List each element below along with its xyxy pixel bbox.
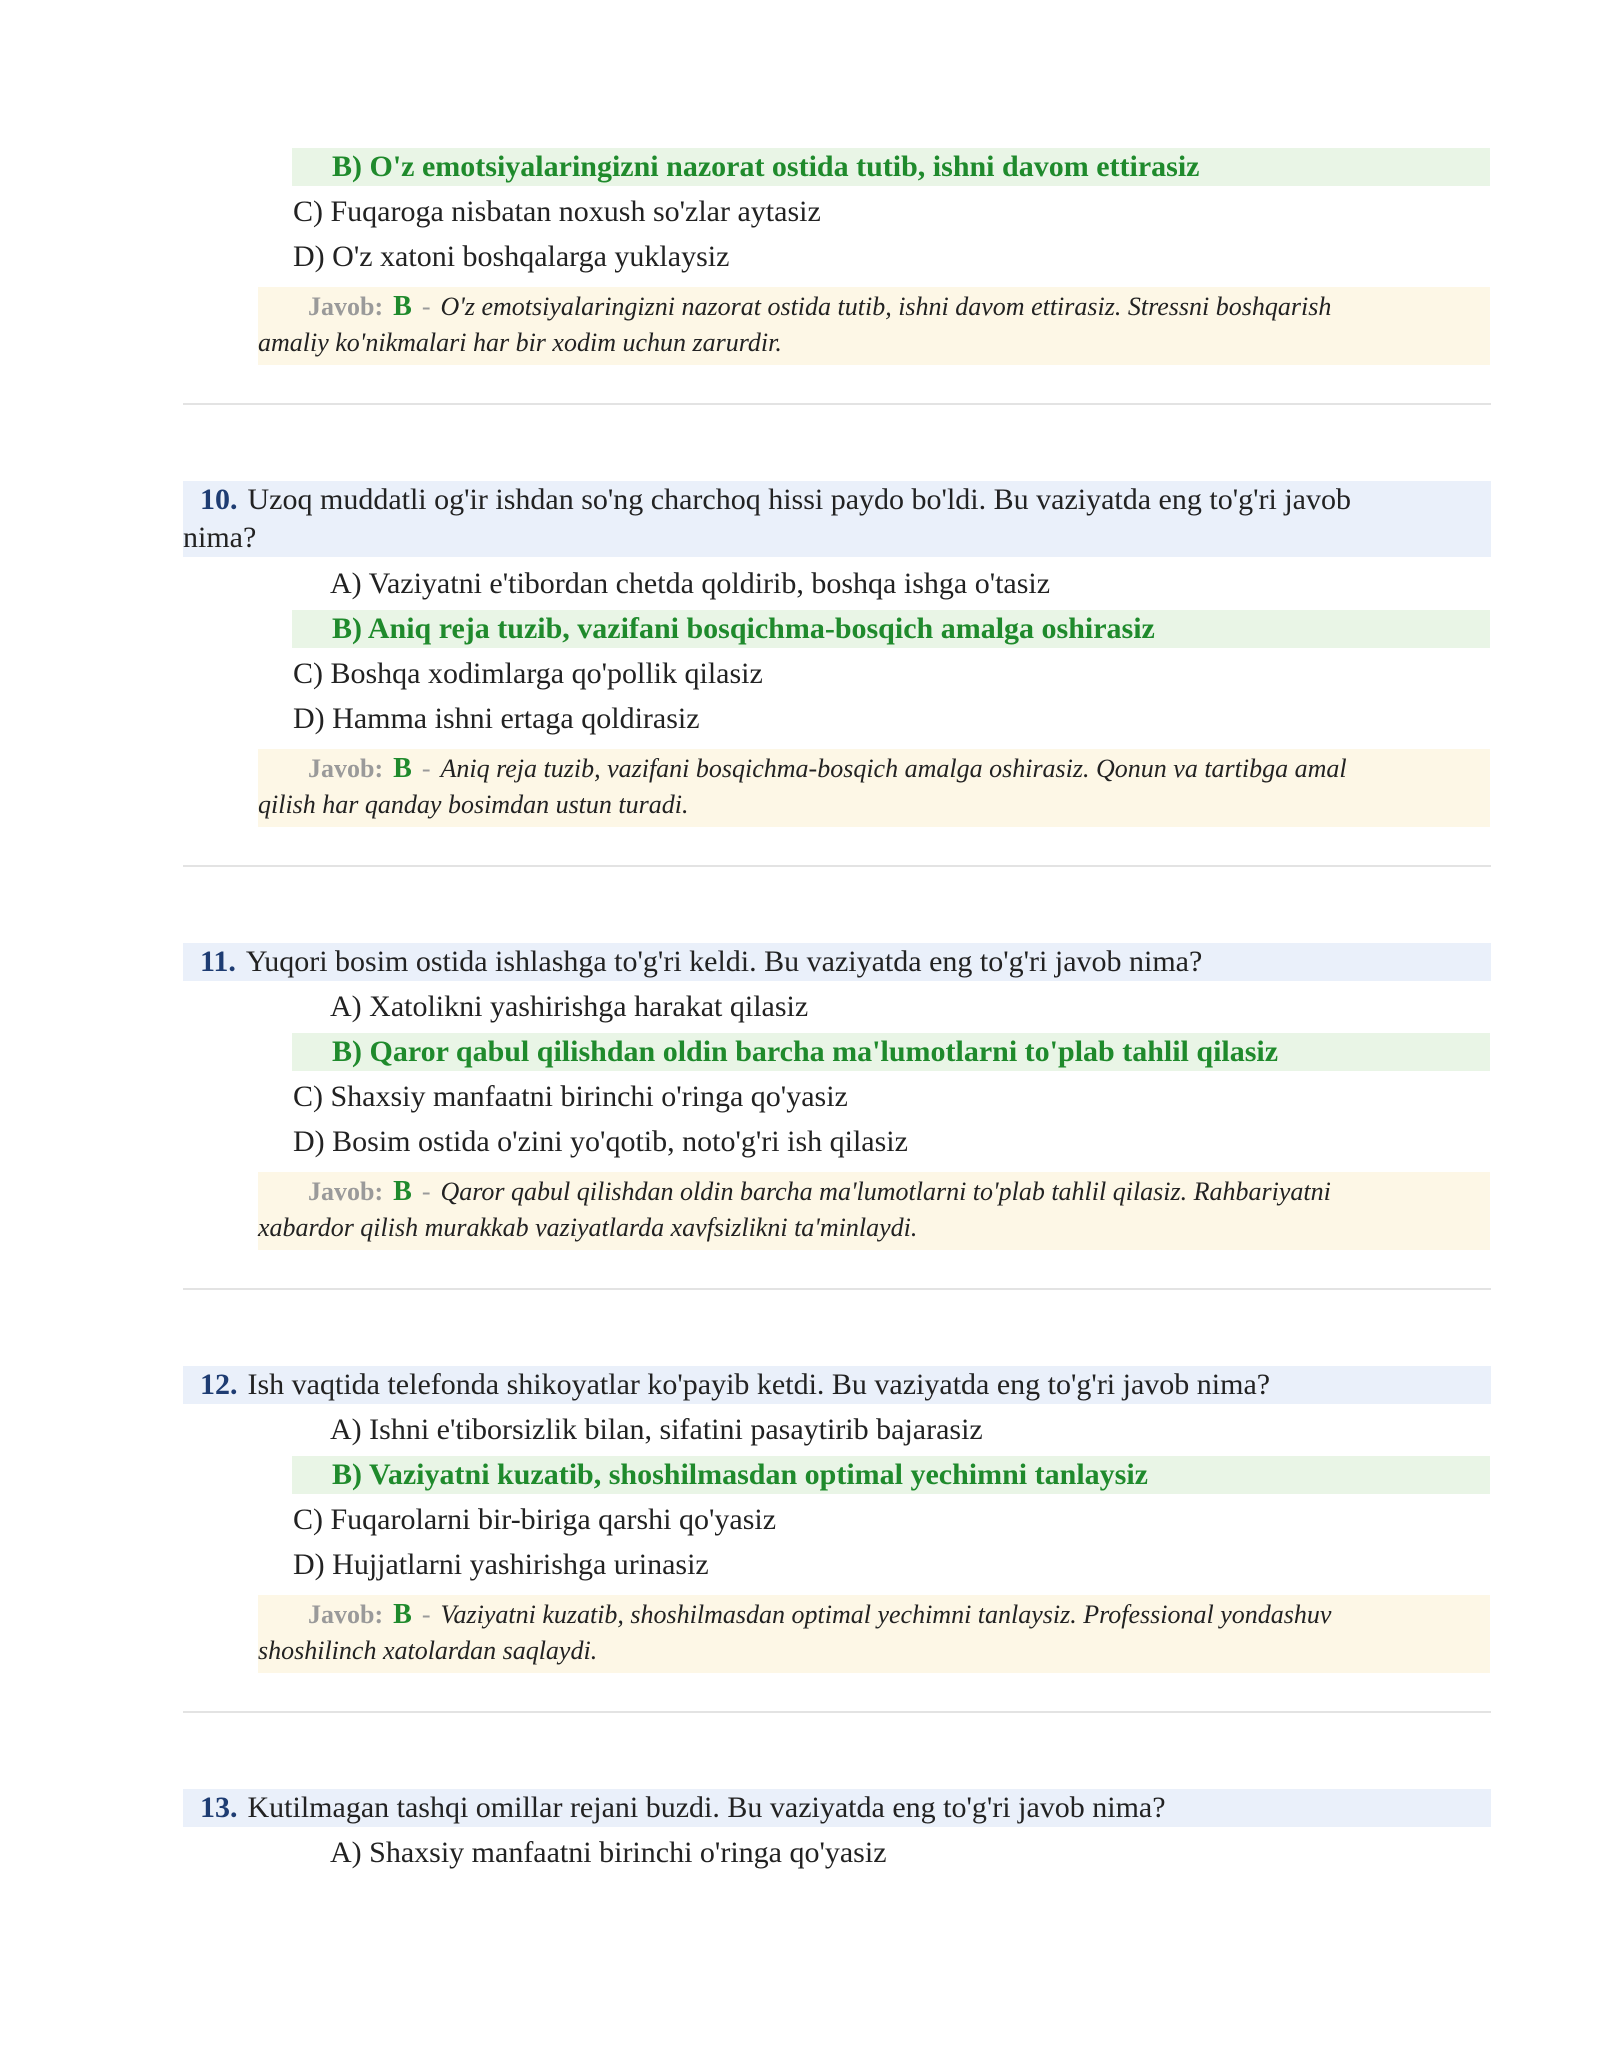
answer-explanation-line1: Aniq reja tuzib, vazifani bosqichma-bosqich amalga oshirasiz. Qonun va tartibga amal [440, 754, 1347, 783]
q12-answer-box [258, 1595, 1490, 1673]
q10-option-c[interactable]: C) Boshqa xodimlarga qo'pollik qilasiz [293, 657, 763, 690]
q9-option-b-correct[interactable]: B) O'z emotsiyalaringizni nazorat ostida tutib, ishni davom ettirasiz [292, 148, 1490, 186]
q12-option-a[interactable]: A) Ishni e'tiborsizlik bilan, sifatini pasaytirib bajarasiz [330, 1413, 983, 1446]
q12-option-b-correct[interactable]: B) Vaziyatni kuzatib, shoshilmasdan optimal yechimni tanlaysiz [292, 1456, 1490, 1494]
answer-dash: - [421, 1600, 431, 1629]
answer-explanation-line2: qilish har qanday bosimdan ustun turadi. [258, 790, 689, 819]
q11-option-b-correct[interactable]: B) Qaror qabul qilishdan oldin barcha ma'lumotlarni to'plab tahlil qilasiz [292, 1033, 1490, 1071]
question-text: Yuqori bosim ostida ishlashga to'g'ri keldi. Bu vaziyatda eng to'g'ri javob nima? [245, 945, 1203, 978]
answer-label: Javob: [308, 1600, 384, 1629]
q12-option-c[interactable]: C) Fuqarolarni bir-biriga qarshi qo'yasiz [293, 1503, 777, 1536]
q10-option-d[interactable]: D) Hamma ishni ertaga qoldirasiz [293, 702, 700, 735]
question-text-line1: Uzoq muddatli og'ir ishdan so'ng charchoq hissi paydo bo'ldi. Bu vaziyatda eng to'g'ri javob [247, 483, 1351, 516]
answer-letter: B [393, 1176, 412, 1207]
answer-explanation-line2: xabardor qilish murakkab vaziyatlarda xavfsizlikni ta'minlaydi. [258, 1213, 918, 1242]
q9-option-c[interactable]: C) Fuqaroga nisbatan noxush so'zlar aytasiz [293, 195, 821, 228]
q10-option-b-correct[interactable]: B) Aniq reja tuzib, vazifani bosqichma-bosqich amalga oshirasiz [292, 610, 1490, 648]
answer-explanation-line2: amaliy ko'nikmalari har bir xodim uchun zarurdir. [258, 328, 782, 357]
q9-option-d[interactable]: D) O'z xatoni boshqalarga yuklaysiz [293, 240, 730, 273]
answer-dash: - [421, 754, 431, 783]
q11-option-a[interactable]: A) Xatolikni yashirishga harakat qilasiz [330, 990, 809, 1023]
question-text: Ish vaqtida telefonda shikoyatlar ko'payib ketdi. Bu vaziyatda eng to'g'ri javob nima? [247, 1368, 1271, 1401]
q11-option-d[interactable]: D) Bosim ostida o'zini yo'qotib, noto'g'ri ish qilasiz [293, 1125, 908, 1158]
question-number: 10. [200, 483, 238, 516]
answer-explanation-line1: Vaziyatni kuzatib, shoshilmasdan optimal yechimni tanlaysiz. Professional yondashuv [440, 1600, 1332, 1629]
answer-dash: - [421, 292, 431, 321]
q10-question [183, 481, 1491, 557]
section-divider [183, 1288, 1491, 1290]
answer-dash: - [421, 1177, 431, 1206]
q13-question [183, 1789, 1491, 1827]
q11-question [183, 943, 1491, 981]
section-divider [183, 865, 1491, 867]
answer-letter: B [393, 1599, 412, 1630]
answer-explanation-line1: O'z emotsiyalaringizni nazorat ostida tutib, ishni davom ettirasiz. Stressni boshqarish [440, 292, 1332, 321]
answer-label: Javob: [308, 292, 384, 321]
answer-explanation-line1: Qaror qabul qilishdan oldin barcha ma'lumotlarni to'plab tahlil qilasiz. Rahbariyatni [440, 1177, 1331, 1206]
question-number: 13. [200, 1791, 238, 1824]
q12-question [183, 1366, 1491, 1404]
answer-explanation-line2: shoshilinch xatolardan saqlaydi. [258, 1636, 598, 1665]
answer-label: Javob: [308, 1177, 384, 1206]
q9-answer-box [258, 287, 1490, 365]
section-divider [183, 1711, 1491, 1713]
question-text: Kutilmagan tashqi omillar rejani buzdi. Bu vaziyatda eng to'g'ri javob nima? [247, 1791, 1166, 1824]
q12-option-d[interactable]: D) Hujjatlarni yashirishga urinasiz [293, 1548, 709, 1581]
question-text-line2: nima? [183, 521, 257, 554]
q11-answer-box [258, 1172, 1490, 1250]
answer-label: Javob: [308, 754, 384, 783]
q10-answer-box [258, 749, 1490, 827]
q10-option-a[interactable]: A) Vaziyatni e'tibordan chetda qoldirib, boshqa ishga o'tasiz [330, 567, 1051, 600]
q13-option-a[interactable]: A) Shaxsiy manfaatni birinchi o'ringa qo'yasiz [330, 1836, 887, 1869]
answer-letter: B [393, 291, 412, 322]
section-divider [183, 403, 1491, 405]
question-number: 12. [200, 1368, 238, 1401]
question-number: 11. [200, 945, 236, 978]
answer-letter: B [393, 753, 412, 784]
q11-option-c[interactable]: C) Shaxsiy manfaatni birinchi o'ringa qo'yasiz [293, 1080, 848, 1113]
